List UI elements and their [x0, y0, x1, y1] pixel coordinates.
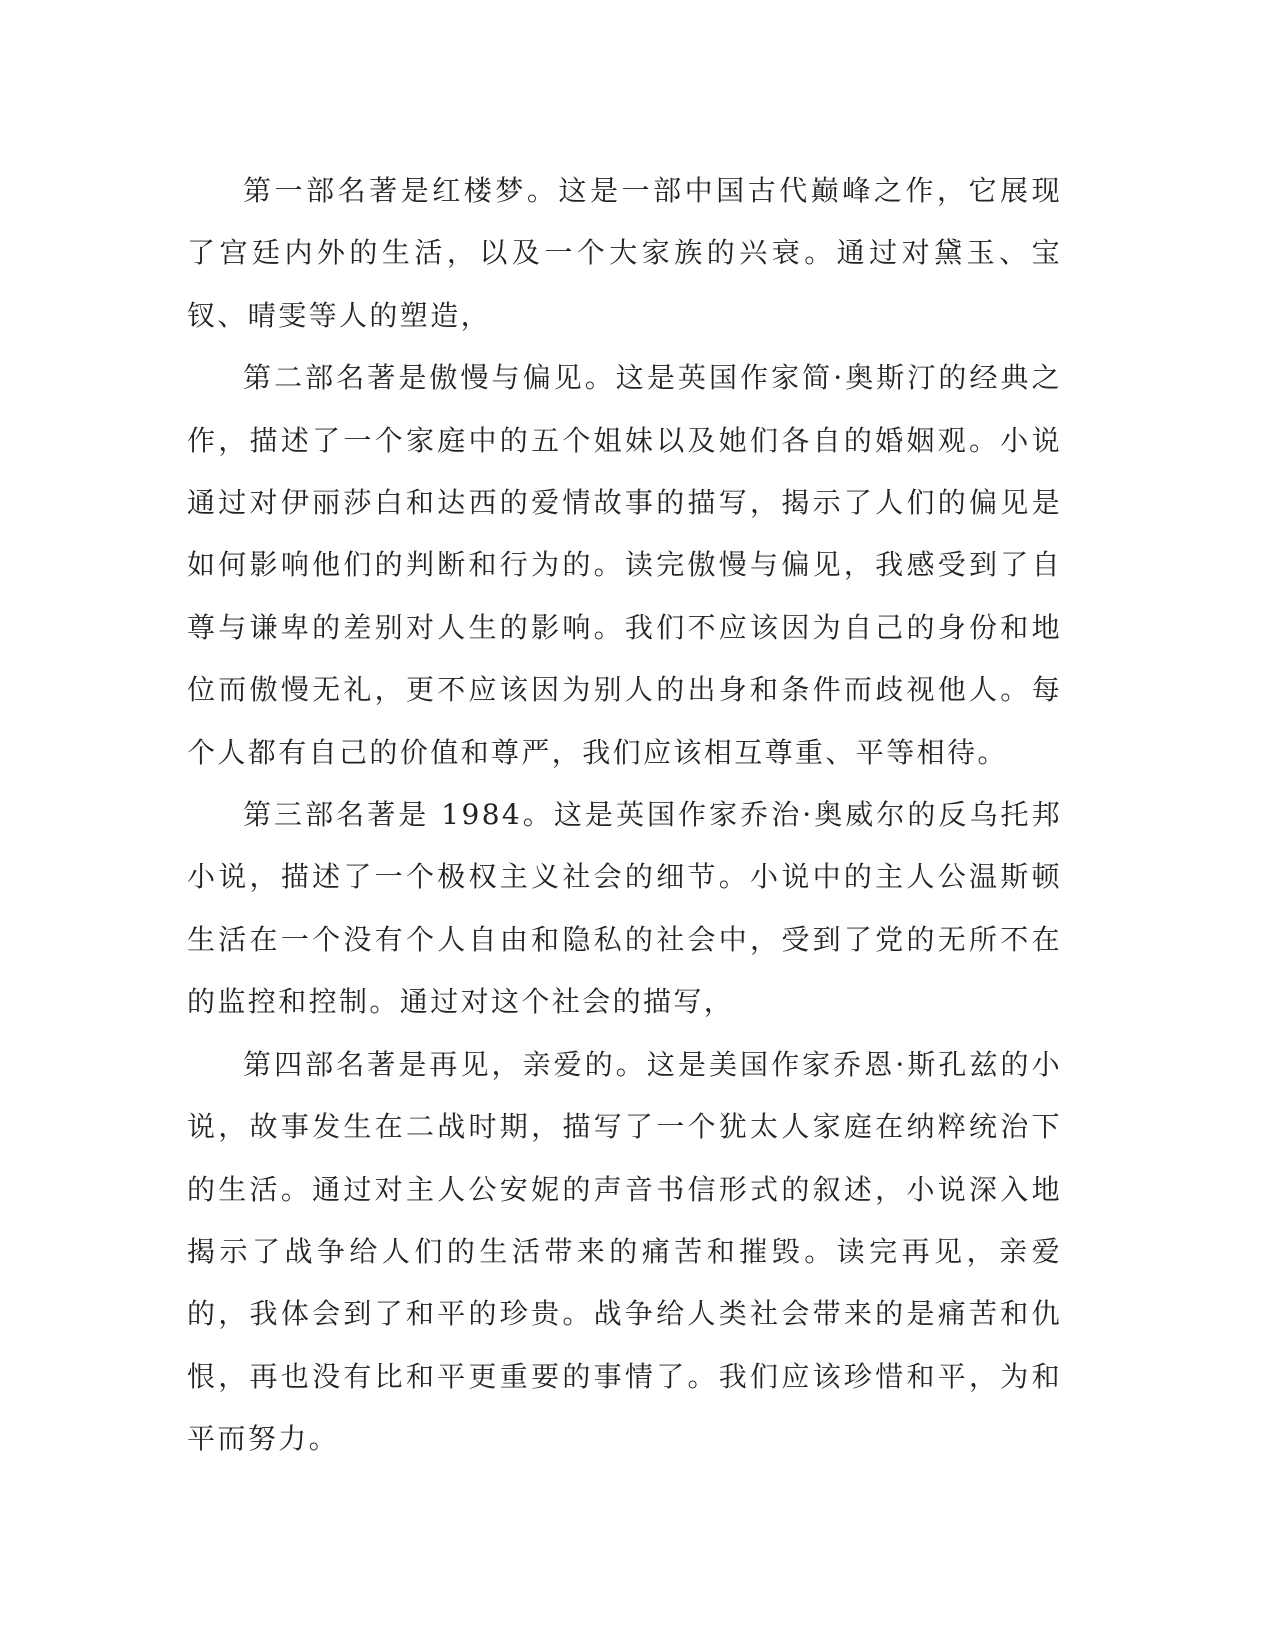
paragraph-4: 第四部名著是再见，亲爱的。这是美国作家乔恩·斯孔兹的小说，故事发生在二战时期，描写了一个犹太人家庭在纳粹统治下的生活。通过对主人公安妮的声音书信形式的叙述，小说深入地揭示了战争给人们的生活带来的痛苦和摧毁。读完再见，亲爱的，我体会到了和平的珍贵。战争给人类社会带来的是痛苦和仇恨，再也没有比和平更重要的事情了。我们应该珍惜和平，为和平而努力。	[187, 1047, 1062, 1456]
paragraph-3: 第三部名著是 1984。这是英国作家乔治·奥威尔的反乌托邦小说，描述了一个极权主义社会的细节。小说中的主人公温斯顿生活在一个没有个人自由和隐私的社会中，受到了党的无所不在的监控和控制。通过对这个社会的描写，	[187, 798, 1062, 1019]
document-body	[187, 160, 1062, 1471]
paragraph-2: 第二部名著是傲慢与偏见。这是英国作家简·奥斯汀的经典之作，描述了一个家庭中的五个姐妹以及她们各自的婚姻观。小说通过对伊丽莎白和达西的爱情故事的描写，揭示了人们的偏见是如何影响他们的判断和行为的。读完傲慢与偏见，我感受到了自尊与谦卑的差别对人生的影响。我们不应该因为自己的身份和地位而傲慢无礼，更不应该因为别人的出身和条件而歧视他人。每个人都有自己的价值和尊严，我们应该相互尊重、平等相待。	[187, 361, 1062, 769]
paragraph-1: 第一部名著是红楼梦。这是一部中国古代巅峰之作，它展现了宫廷内外的生活，以及一个大家族的兴衰。通过对黛玉、宝钗、晴雯等人的塑造，	[187, 174, 1062, 332]
